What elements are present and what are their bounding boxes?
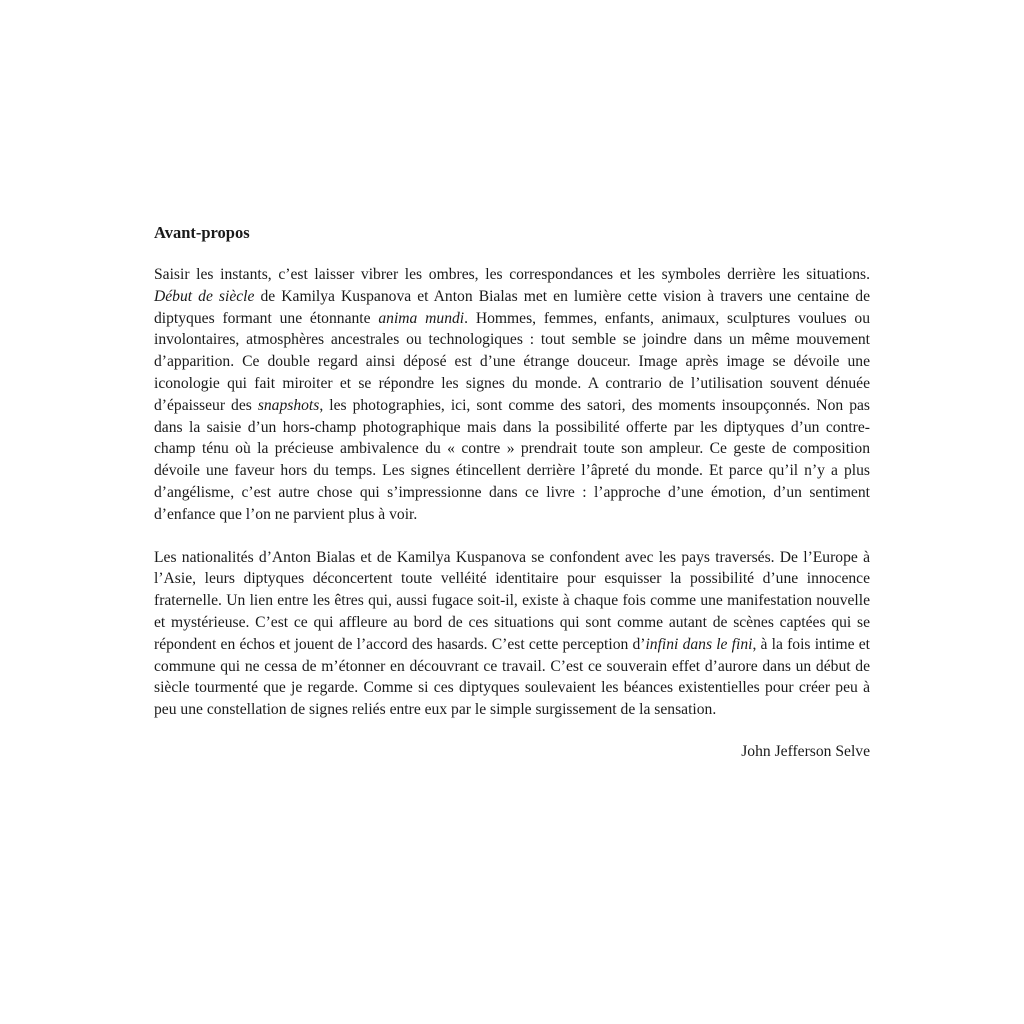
text-run: Les nationalités d’Anton Bialas et de Kamilya Kuspanova se confondent avec les pays traversés. De l’Europe à l’Asie, leurs diptyques déconcertent toute velléité identitaire pour esquisser la possibilité d’une innocence fraternelle. Un lien entre les êtres qui, aussi fugace soit-il, existe à chaque fois comme une manifestation nouvelle et mystérieuse. C’est ce qui affleure au bord de ces situations qui sont comme autant de scènes captées qui se répondent en échos et jouent de l’accord des hasards. C’est cette perception d’ [154,548,870,653]
italic-text: Début de siècle [154,287,255,305]
italic-text: infini dans le fini [645,635,753,653]
paragraph-1 [154,264,870,526]
author-signature: John Jefferson Selve [741,742,870,760]
text-run: de Kamilya Kuspanova et Anton Bialas met en lumière cette vision à travers une centaine de diptyques formant une étonnante [154,287,870,327]
italic-text: snapshots [257,396,320,414]
text-run: , à la fois intime et commune qui ne cessa de m’étonner en découvrant ce travail. C’est ce souverain effet d’aurore dans un début de siècle tourmenté que je regarde. Comme si ces diptyques soulevaient les béances existentielles pour créer peu à peu une constellation de signes reliés entre eux par le simple surgissement de la sensation. [154,635,870,719]
document-body [154,264,870,721]
text-run: , les photographies, ici, sont comme des satori, des moments insoupçonnés. Non pas dans la saisie d’un hors-champ photographique mais dans la possibilité offerte par les diptyques d’un contre-champ ténu où la précieuse ambivalence du « contre » prendrait toute son ampleur. Ce geste de composition dévoile une faveur hors du temps. Les signes étincellent derrière l’âpreté du monde. Et parce qu’il n’y a plus d’angélisme, c’est autre chose qui s’impressionne dans ce livre : l’approche d’une émotion, d’un sentiment d’enfance que l’on ne parvient plus à voir. [154,396,870,523]
document-title: Avant-propos [154,223,250,242]
paragraph-2 [154,547,870,721]
italic-text: anima mundi [378,309,465,327]
text-run: . Hommes, femmes, enfants, animaux, sculptures voulues ou involontaires, atmosphères ancestrales ou technologiques : tout semble se joindre dans un même mouvement d’apparition. Ce double regard ainsi déposé est d’une étrange douceur. Image après image se dévoile une iconologie qui fait miroiter et se répondre les signes du monde. A contrario de l’utilisation souvent dénuée d’épaisseur des [154,309,870,414]
document-page [154,222,870,763]
text-run: Saisir les instants, c’est laisser vibrer les ombres, les correspondances et les symboles derrière les situations. [154,266,870,283]
